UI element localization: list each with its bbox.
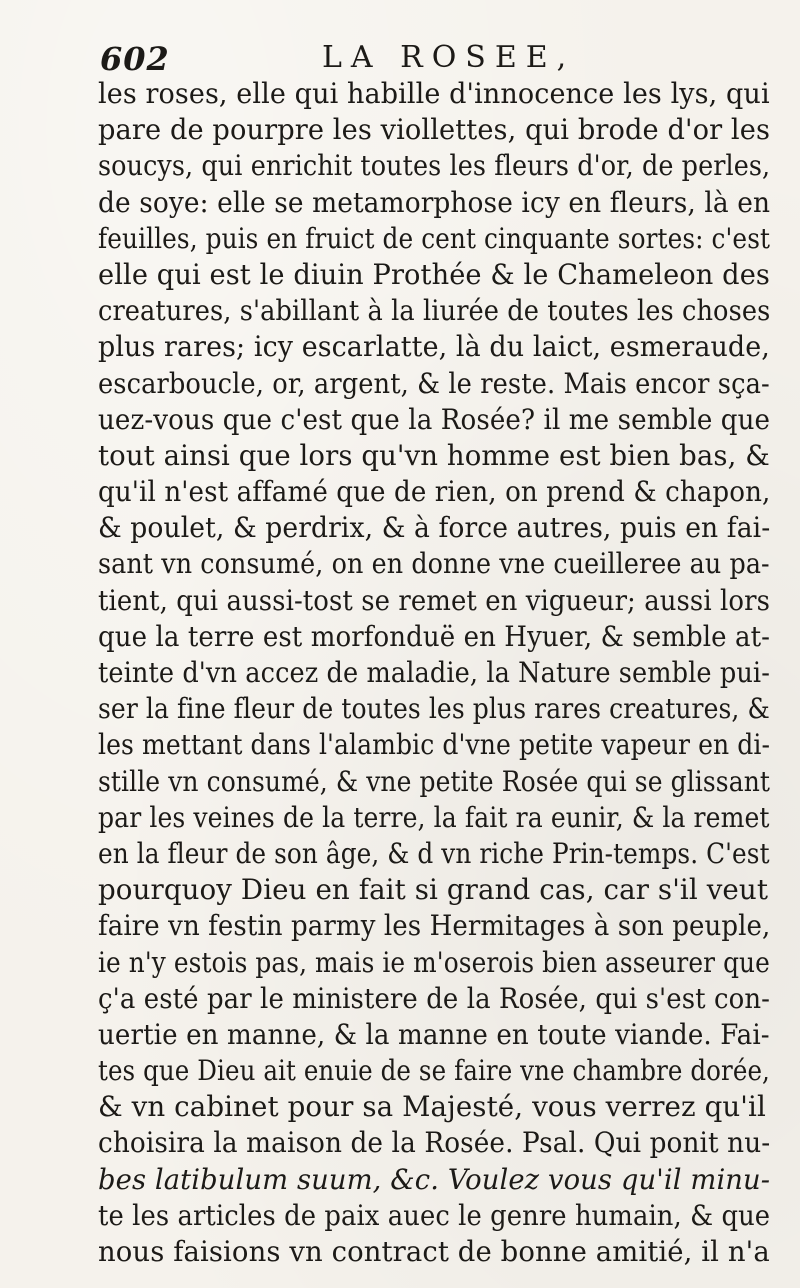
text-line: en la fleur de son âge, & d vn riche Prin-temps. C'est	[98, 836, 770, 870]
text-line: les mettant dans l'alambic d'vne petite vapeur en di-	[98, 728, 771, 762]
text-line: plus rares; icy escarlatte, là du laict, esmeraude,	[98, 330, 770, 364]
page-number: 602	[100, 40, 170, 78]
text-line: stille vn consumé, & vne petite Rosée qui se glissant	[98, 764, 771, 798]
text-line: & vn cabinet pour sa Majesté, vous verrez qu'il	[98, 1090, 766, 1124]
text-line: tout ainsi que lors qu'vn homme est bien bas, &	[98, 438, 770, 472]
text-line: creatures, s'abillant à la liurée de toutes les choses	[98, 294, 771, 328]
text-line: par les veines de la terre, la fait ra eunir, & la remet	[98, 800, 770, 834]
text-line: faire vn festin parmy les Hermitages à son peuple,	[98, 909, 771, 943]
text-line: tient, qui aussi-tost se remet en vigueur; aussi lors	[98, 583, 770, 617]
text-line: pourquoy Dieu en fait si grand cas, car s'il veut	[98, 873, 769, 907]
text-line: elle qui est le diuin Prothée & le Chameleon des	[98, 257, 770, 291]
text-line: pare de pourpre les viollettes, qui brode d'or les	[98, 113, 771, 147]
text-line: te les articles de paix auec le genre humain, & que	[98, 1198, 771, 1232]
text-line: ç'a esté par le ministere de la Rosée, qui s'est con-	[98, 981, 771, 1015]
text-line: ser la fine fleur de toutes les plus rares creatures, &	[98, 692, 770, 726]
text-line: de soye: elle se metamorphose icy en fleurs, là en	[98, 185, 771, 219]
text-line: choisira la maison de la Rosée. Psal. Qui ponit nu-	[98, 1126, 771, 1160]
body-text	[98, 76, 778, 1270]
text-line: & poulet, & perdrix, & à force autres, puis en fai-	[98, 511, 771, 545]
text-line: uez-vous que c'est que la Rosée? il me semble que	[98, 402, 771, 436]
text-line: soucys, qui enrichit toutes les fleurs d'or, de perles,	[98, 149, 771, 183]
text-line: ie n'y estois pas, mais ie m'oserois bien asseurer que	[98, 945, 770, 979]
text-line: que la terre est morfonduë en Hyuer, & semble at-	[98, 619, 771, 653]
text-line: feuilles, puis en fruict de cent cinquante sortes: c'est	[98, 221, 771, 255]
text-line: tes que Dieu ait enuie de se faire vne chambre dorée,	[98, 1054, 770, 1088]
running-head: LA ROSEE,	[322, 40, 576, 75]
text-line-latin: bes latibulum suum, &c. Voulez vous qu'il minu-	[98, 1162, 771, 1196]
text-line: uertie en manne, & la manne en toute viande. Fai-	[98, 1017, 770, 1051]
text-line: teinte d'vn accez de maladie, la Nature semble pui-	[98, 656, 770, 689]
text-line: escarboucle, or, argent, & le reste. Mais encor sça-	[98, 366, 770, 400]
text-line: les roses, elle qui habille d'innocence les lys, qui	[98, 77, 770, 110]
text-line: qu'il n'est affamé que de rien, on prend & chapon,	[98, 475, 771, 509]
text-line: nous faisions vn contract de bonne amitié, il n'a	[98, 1235, 770, 1268]
text-line: sant vn consumé, on en donne vne cueilleree au pa-	[98, 547, 770, 581]
